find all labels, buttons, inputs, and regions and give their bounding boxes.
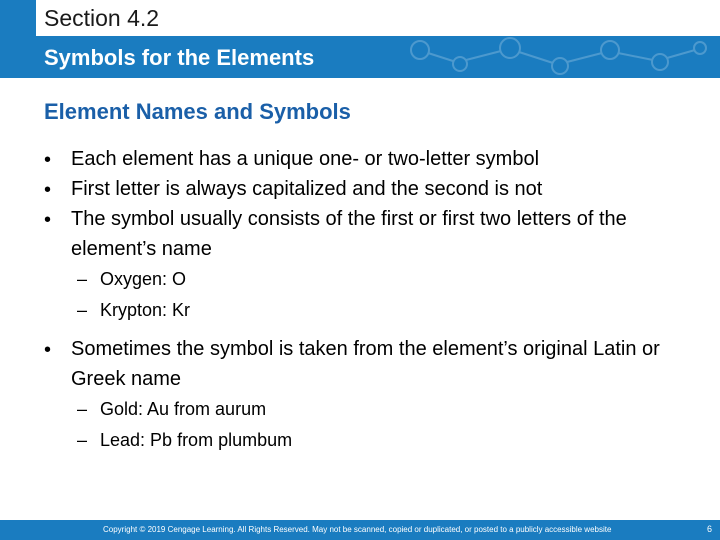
bullet-dot-icon: • (44, 149, 52, 171)
sub-bullet-text: Gold: Au from aurum (100, 399, 267, 419)
title-banner (0, 36, 720, 78)
copyright-notice: Copyright © 2019 Cengage Learning. All Rights Reserved. May not be scanned, copied or duplicated, or posted to a publicly accessible website (103, 525, 612, 534)
bullet-text: Each element has a unique one- or two-letter symbol (71, 148, 540, 170)
content-heading: Element Names and Symbols (44, 99, 351, 124)
bullet-item (44, 174, 694, 204)
bullet-dot-icon: • (44, 339, 52, 361)
section-label: Section 4.2 (44, 5, 160, 31)
footer-bar (0, 520, 720, 540)
dash-icon: – (77, 430, 88, 450)
sub-bullet-item (44, 394, 694, 425)
sub-bullet-text: Lead: Pb from plumbum (100, 430, 293, 450)
dash-icon: – (77, 399, 88, 419)
sub-bullet-text: Krypton: Kr (100, 300, 191, 320)
sub-bullet-item (44, 264, 694, 295)
bullet-text: The symbol usually consists of the first or first two letters of the element’s name (71, 208, 627, 260)
slide-title: Symbols for the Elements (44, 45, 315, 70)
top-bar (0, 0, 720, 36)
sub-bullet-item (44, 425, 694, 456)
bullet-item (44, 144, 694, 174)
bullet-item (44, 204, 694, 264)
accent-block (0, 0, 36, 36)
page-number: 6 (706, 524, 712, 534)
bullet-list (44, 144, 694, 456)
bullet-text: First letter is always capitalized and the second is not (71, 178, 543, 200)
molecule-watermark-icon (360, 36, 720, 78)
bullet-text: Sometimes the symbol is taken from the element’s original Latin or Greek name (71, 338, 660, 390)
sub-bullet-item (44, 295, 694, 326)
bullet-dot-icon: • (44, 209, 52, 231)
bullet-item (44, 334, 694, 394)
sub-bullet-text: Oxygen: O (100, 269, 187, 289)
bullet-dot-icon: • (44, 179, 52, 201)
dash-icon: – (77, 269, 88, 289)
dash-icon: – (77, 300, 88, 320)
